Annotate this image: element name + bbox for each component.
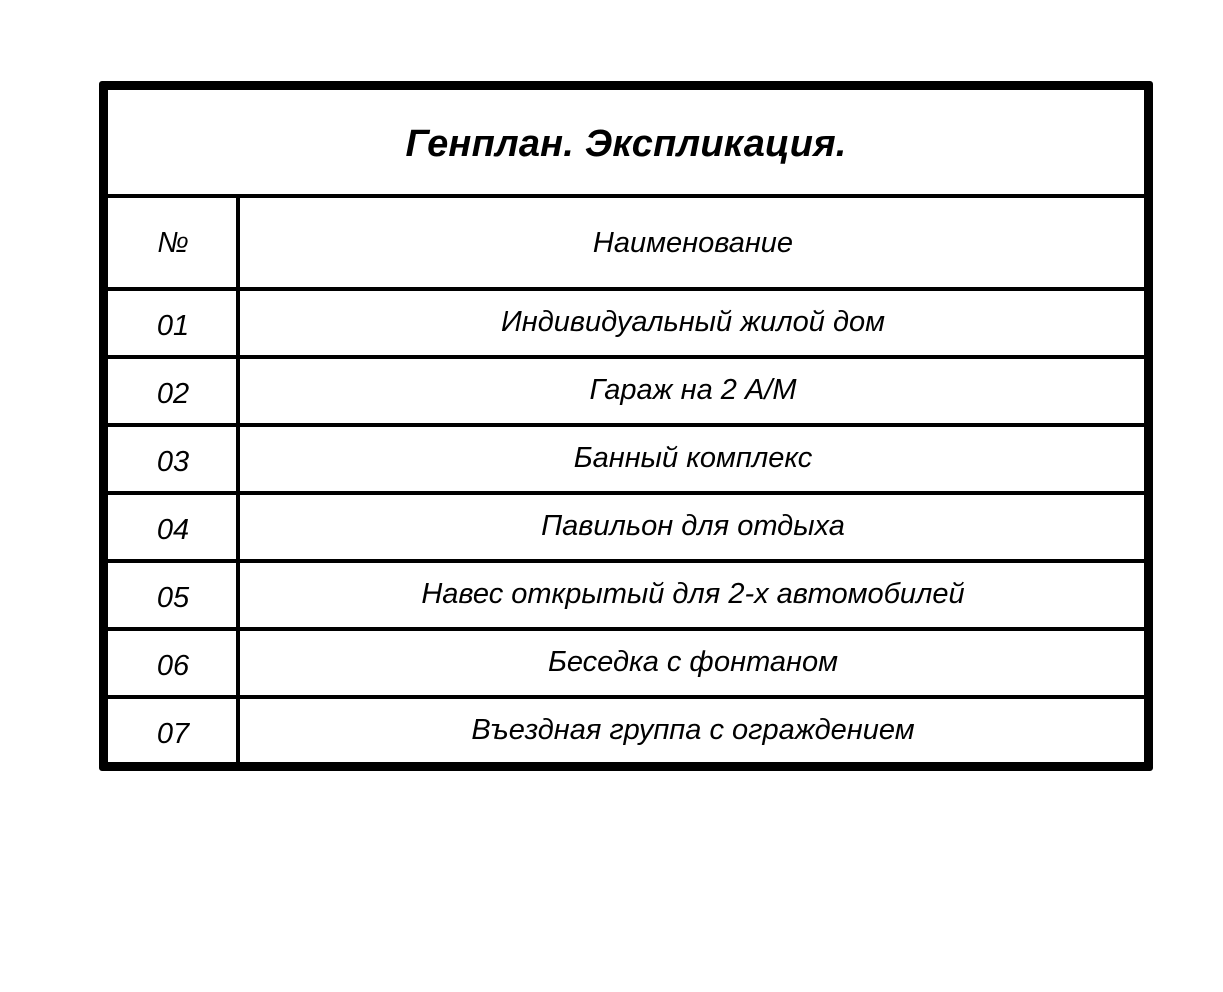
table-row [108,291,1144,359]
row-name: Индивидуальный жилой дом [500,305,885,338]
table-row [108,631,1144,699]
row-name: Павильон для отдыха [541,509,845,542]
row-number: 07 [156,717,190,750]
table-title: Генплан. Экспликация. [405,122,847,165]
table-row [108,495,1144,563]
row-number: 06 [156,649,190,682]
table-title-row [108,90,1144,198]
explication-table [99,81,1153,771]
row-name: Гараж на 2 А/М [589,373,797,406]
header-name: Наименование [592,227,794,259]
table-row [108,427,1144,495]
row-name: Въездная группа с ограждением [471,713,915,746]
table-row [108,563,1144,631]
table-row [108,699,1144,763]
table-row [108,359,1144,427]
row-name: Навес открытый для 2-х автомобилей [421,577,965,610]
row-number: 03 [156,445,190,478]
table-header-row [108,198,1144,291]
row-number: 02 [156,377,190,410]
row-number: 04 [156,513,190,546]
row-number: 01 [156,309,190,342]
row-name: Банный комплекс [573,441,813,474]
header-number: № [157,227,189,259]
table-body [108,198,1144,763]
row-name: Беседка с фонтаном [547,645,838,678]
row-number: 05 [156,581,190,614]
